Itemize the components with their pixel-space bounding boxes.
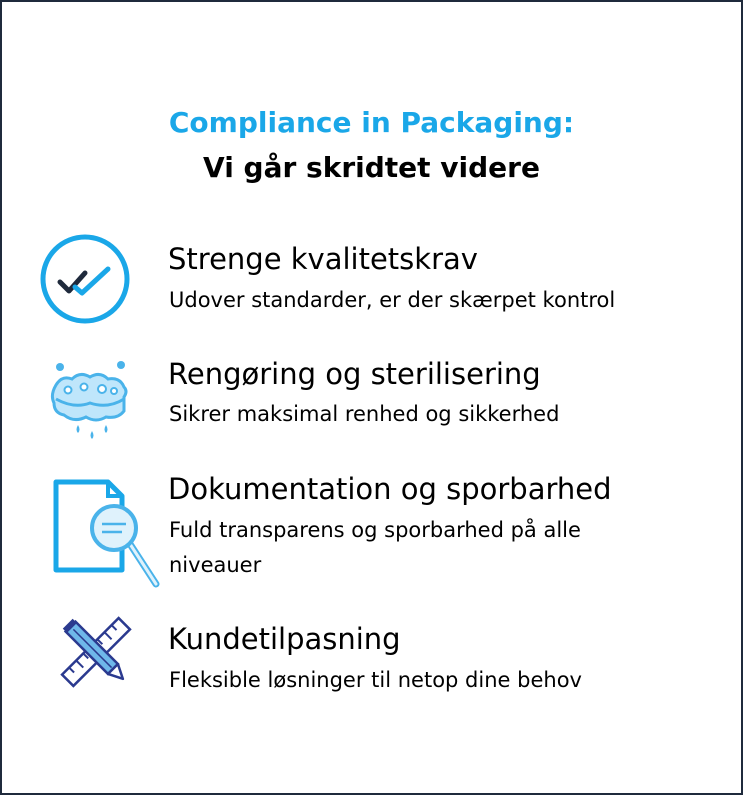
feature-desc-cleaning: Sikrer maksimal renhed og sikkerhed [169,402,560,426]
feature-desc-quality: Udover standarder, er der skærpet kontrol [169,288,616,312]
feature-title-quality: Strenge kvalitetskrav [168,242,478,276]
pencil-ruler-icon [58,614,134,690]
feature-title-cleaning: Rengøring og sterilisering [168,357,541,391]
feature-desc-documentation-line1: Fuld transparens og sporbarhed på alle [169,518,581,542]
heading-line-1: Compliance in Packaging: [168,106,575,139]
feature-desc-customization: Fleksible løsninger til netop dine behov [169,668,582,692]
sponge-bubbles-icon [48,357,134,447]
double-check-circle-icon [38,232,132,326]
heading-line-2: Vi går skridtet videre [203,151,540,184]
document-magnifier-icon [52,478,164,590]
feature-title-documentation: Dokumentation og sporbarhed [168,472,612,506]
feature-title-customization: Kundetilpasning [168,622,401,656]
feature-desc-documentation-line2: niveauer [169,553,262,577]
